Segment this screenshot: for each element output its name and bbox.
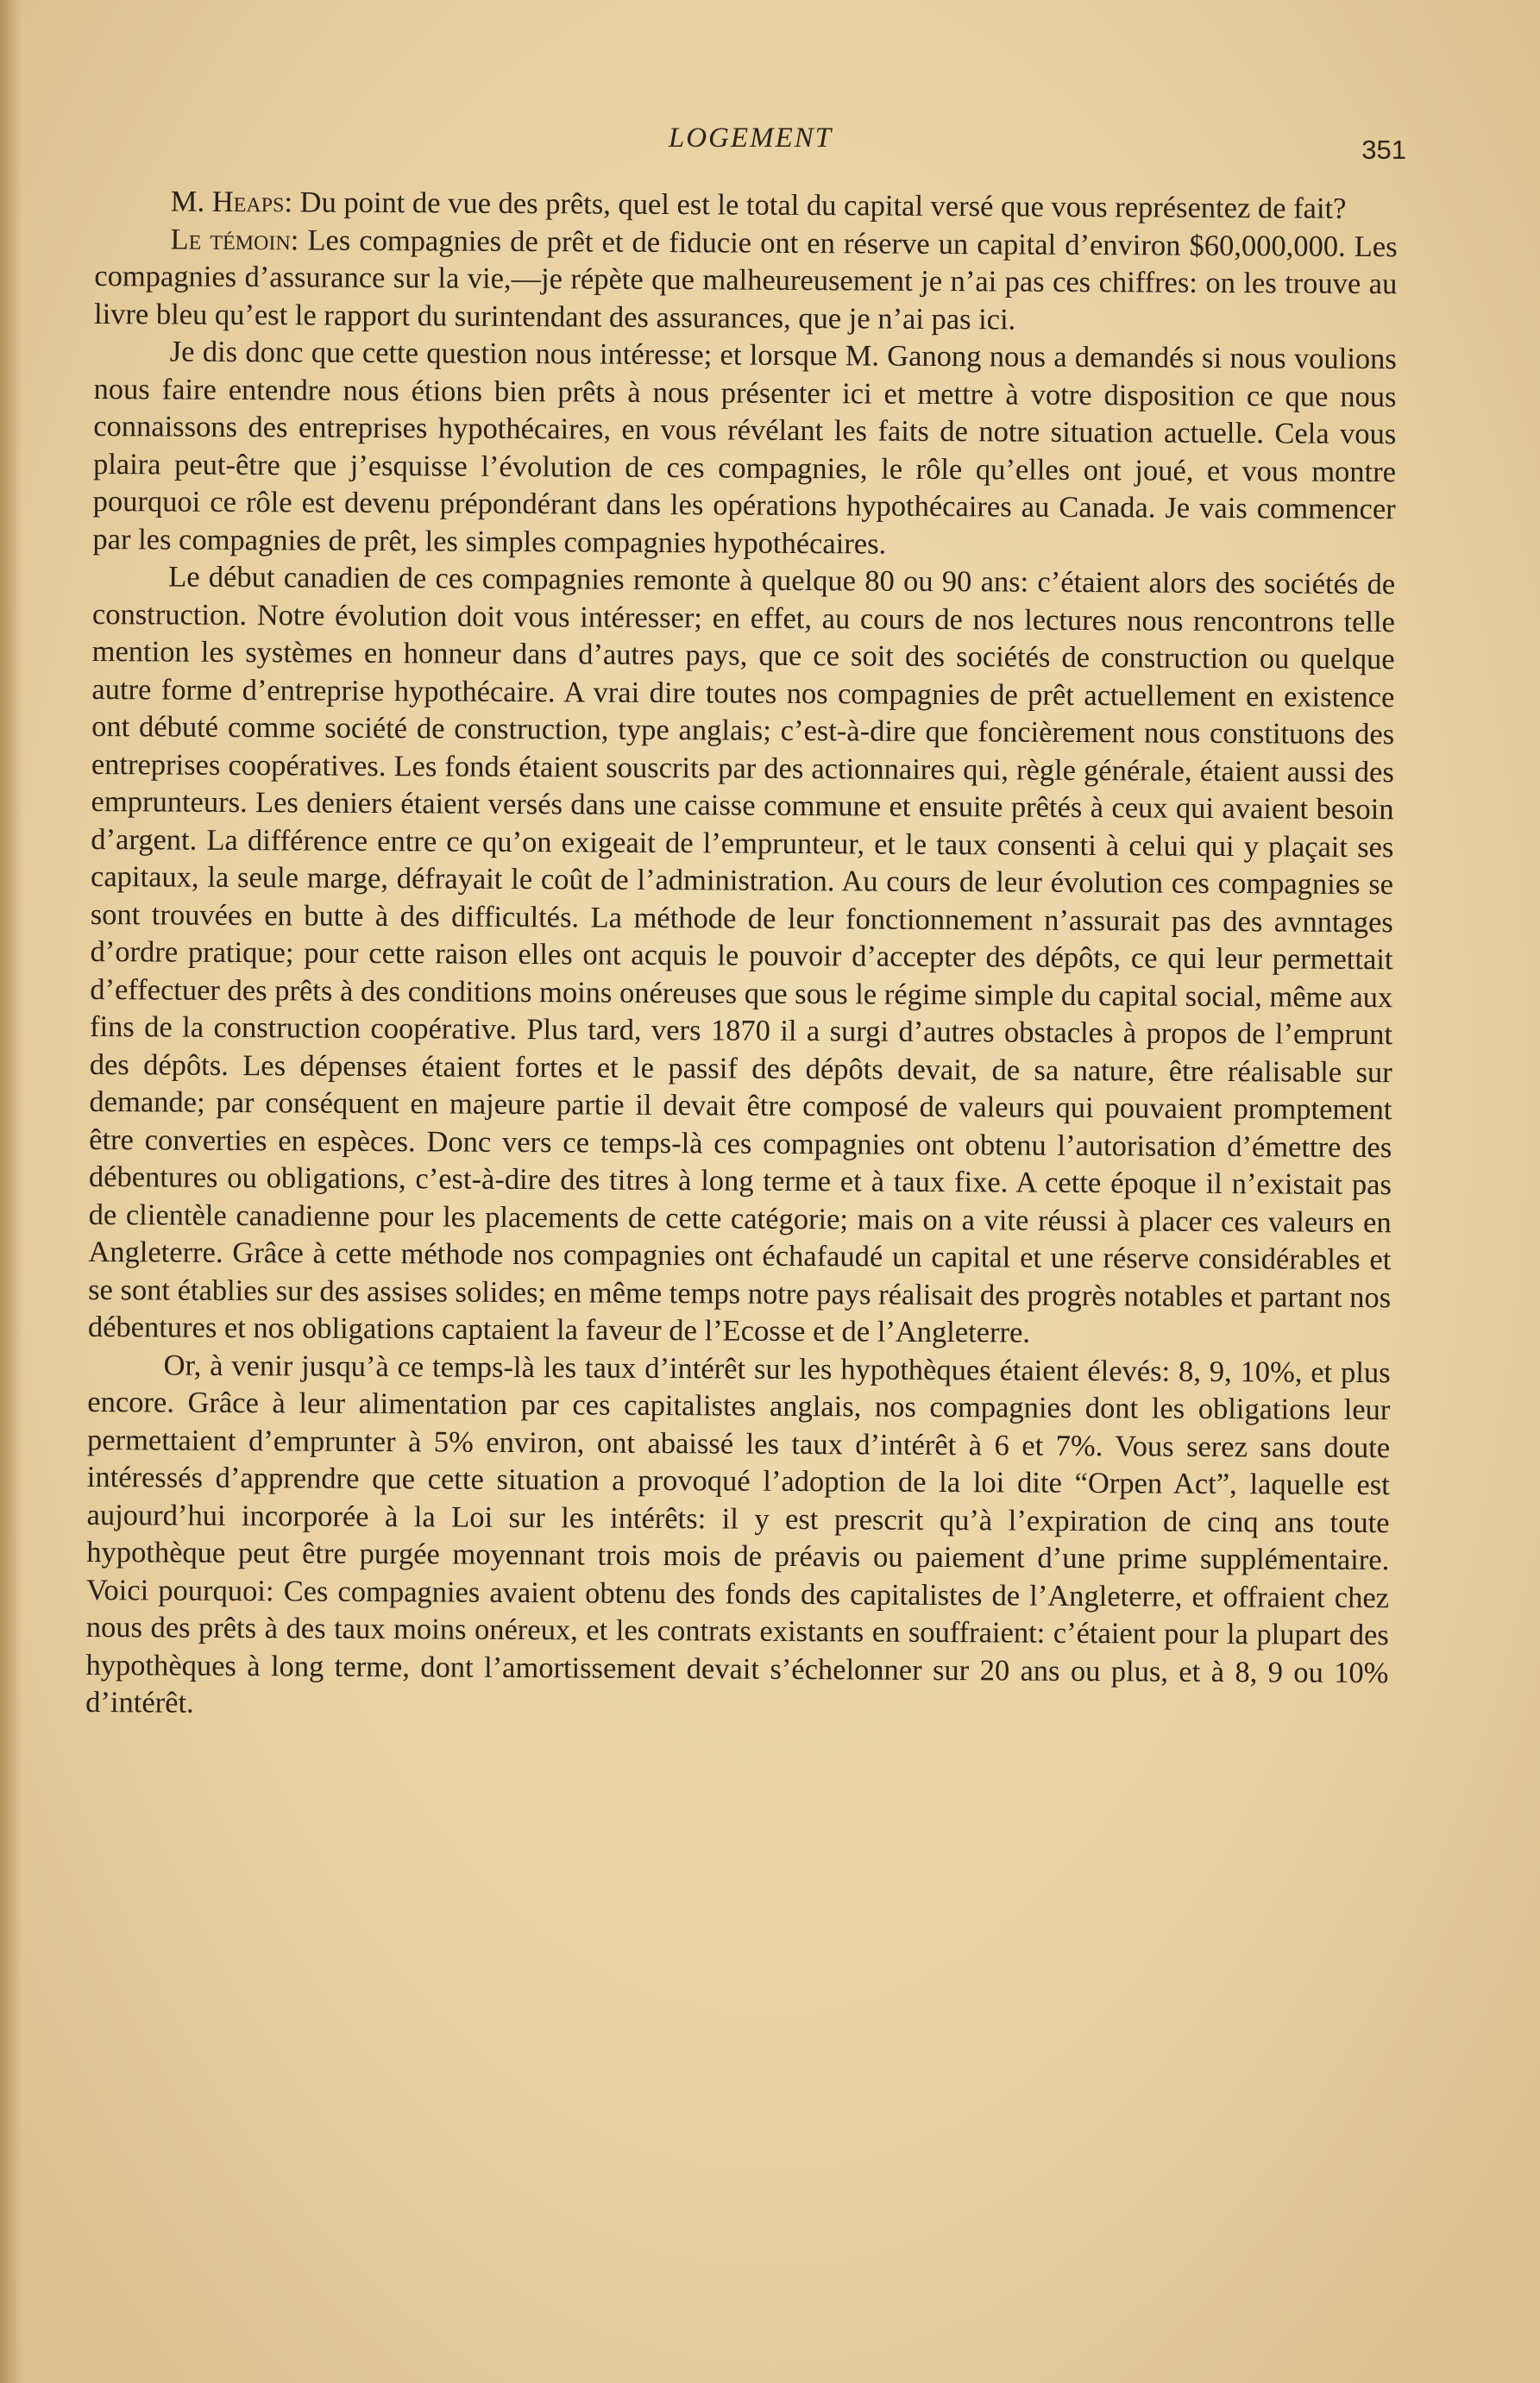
page-header [95, 110, 1406, 171]
paragraph-text: Du point de vue des prêts, quel est le total du capital versé que vous représentez de fait? [292, 185, 1347, 225]
paragraph-text: Les compagnies de prêt et de fiducie ont en réserve un capital d’environ $60,000,000. Les compagnies d’assurance sur la vie,—je répète que malheureusement je n’ai pas ces chiffres: on les trouve au livre bleu qu’est le rapport du surintendant des assurances, que je n’ai pas ici. [93, 223, 1398, 336]
paragraph-witness-answer [94, 220, 1398, 341]
speaker-label: Le témoin: [170, 223, 299, 256]
running-title: LOGEMENT [668, 123, 833, 154]
speaker-label: M. Heaps: [170, 185, 293, 219]
paragraph-history-companies [88, 558, 1396, 1355]
paragraph-text: Le début canadien de ces compagnies remonte à quelque 80 ou 90 ans: c’étaient alors des sociétés de construction. Notre évolution doit vous intéresser; en effet, au cours de nos lectures nous rencontrons telle mention les systèmes en honneur dans d’autres pays, que ce soit des sociétés de construction ou quelque autre forme d’entreprise hypothécaire. A vrai dire toutes nos compagnies de prêt actuellement en existence ont débuté comme société de construction, type anglais; c’est-à-dire que foncièrement nous constituons des entreprises coopératives. Les fonds étaient souscrits par des actionnaires qui, règle générale, étaient aussi des emprunteurs. Les deniers étaient versés dans une caisse commune et ensuite prêtés à ceux qui avaient besoin d’argent. La différence entre ce qu’on exigeait de l’emprunteur, et le taux consenti à celui qui y plaçait ses capitaux, la seule marge, défrayait le coût de l’administration. Au cours de leur évolution ces compagnies se sont trouvées en butte à des difficultés. La méthode de leur fonctionnement n’assurait pas des avnntages d’ordre pratique; pour cette raison elles ont acquis le pouvoir d’accepter des dépôts, ce qui leur permettait d’effectuer des prêts à des conditions moins onéreuses que sous le régime simple du capital social, même aux fins de la construction coopérative. Plus tard, vers 1870 il a surgi d’autres obstacles à propos de l’emprunt des dépôts. Les dépenses étaient fortes et le passif des dépôts devait, de sa nature, être réalisable sur demande; par conséquent en majeure partie il devait être composé de valeurs qui pouvaient promptement être converties en espèces. Donc vers ce temps-là ces compagnies ont obtenu l’autorisation d’émettre des débentures ou obligations, c’est-à-dire des titres à long terme et à taux fixe. A cette époque il n’existait pas de clientèle canadienne pour les placements de cette catégorie; mais on a vite réussi à placer ces valeurs en Angleterre. Grâce à cette méthode nos compagnies ont échafaudé un capital et une réserve considérables et se sont établies sur des assises solides; en même temps notre pays réalisait des progrès notables et partant nos débentures et nos obligations captaient la faveur de l’Ecosse et de l’Angleterre. [87, 560, 1396, 1349]
paragraph-text: Or, à venir jusqu’à ce temps-là les taux d’intérêt sur les hypothèques étaient élevés: 8, 9, 10%, et plus encore. Grâce à leur alimentation par ces capitalistes anglais, nos compagnies dont les obligations leur permettaient d’emprunter à 5% environ, ont abaissé les taux d’intérêt à 6 et 7%. Vous serez sans doute intéressés d’apprendre que cette situation a provoqué l’adoption de la loi dite “Orpen Act”, laquelle est aujourd’hui incorporée à la Loi sur les intérêts: il y est prescrit qu’à l’expiration de cinq ans toute hypothèque peut être purgée moyennant trois mois de préavis ou paiement d’une prime supplémentaire. Voici pourquoi: Ces compagnies avaient obtenu des fonds des capitalistes de l’Angleterre, et offraient chez nous des prêts à des taux moins onéreux, et les contrats existants en souffraient: c’étaient pour la plupart des hypothèques à long terme, dont l’amortissement devait s’échelonner sur 20 ans ou plus, et à 8, 9 ou 10% d’intérêt. [85, 1349, 1391, 1720]
paragraph-interest-rates [85, 1346, 1391, 1729]
body-text [85, 183, 1398, 1730]
paragraph-interest-question [92, 333, 1397, 566]
paragraph-text: Je dis donc que cette question nous intéresse; et lorsque M. Ganong nous a demandés si nous voulions nous faire entendre nous étions bien prêts à nous présenter ici et mettre à votre disposition ce que nous connaissons des entreprises hypothécaires, en vous révélant les faits de notre situation actuelle. Cela vous plaira peut-être que j’esquisse l’évolution de ces compagnies, le rôle qu’elles ont joué, et vous montre pourquoi ce rôle est devenu prépondérant dans les opérations hypothécaires au Canada. Je vais commencer par les compagnies de prêt, les simples compagnies hypothécaires. [92, 335, 1397, 561]
page-number: 351 [1361, 135, 1406, 165]
page-spine-shadow [0, 0, 22, 2383]
